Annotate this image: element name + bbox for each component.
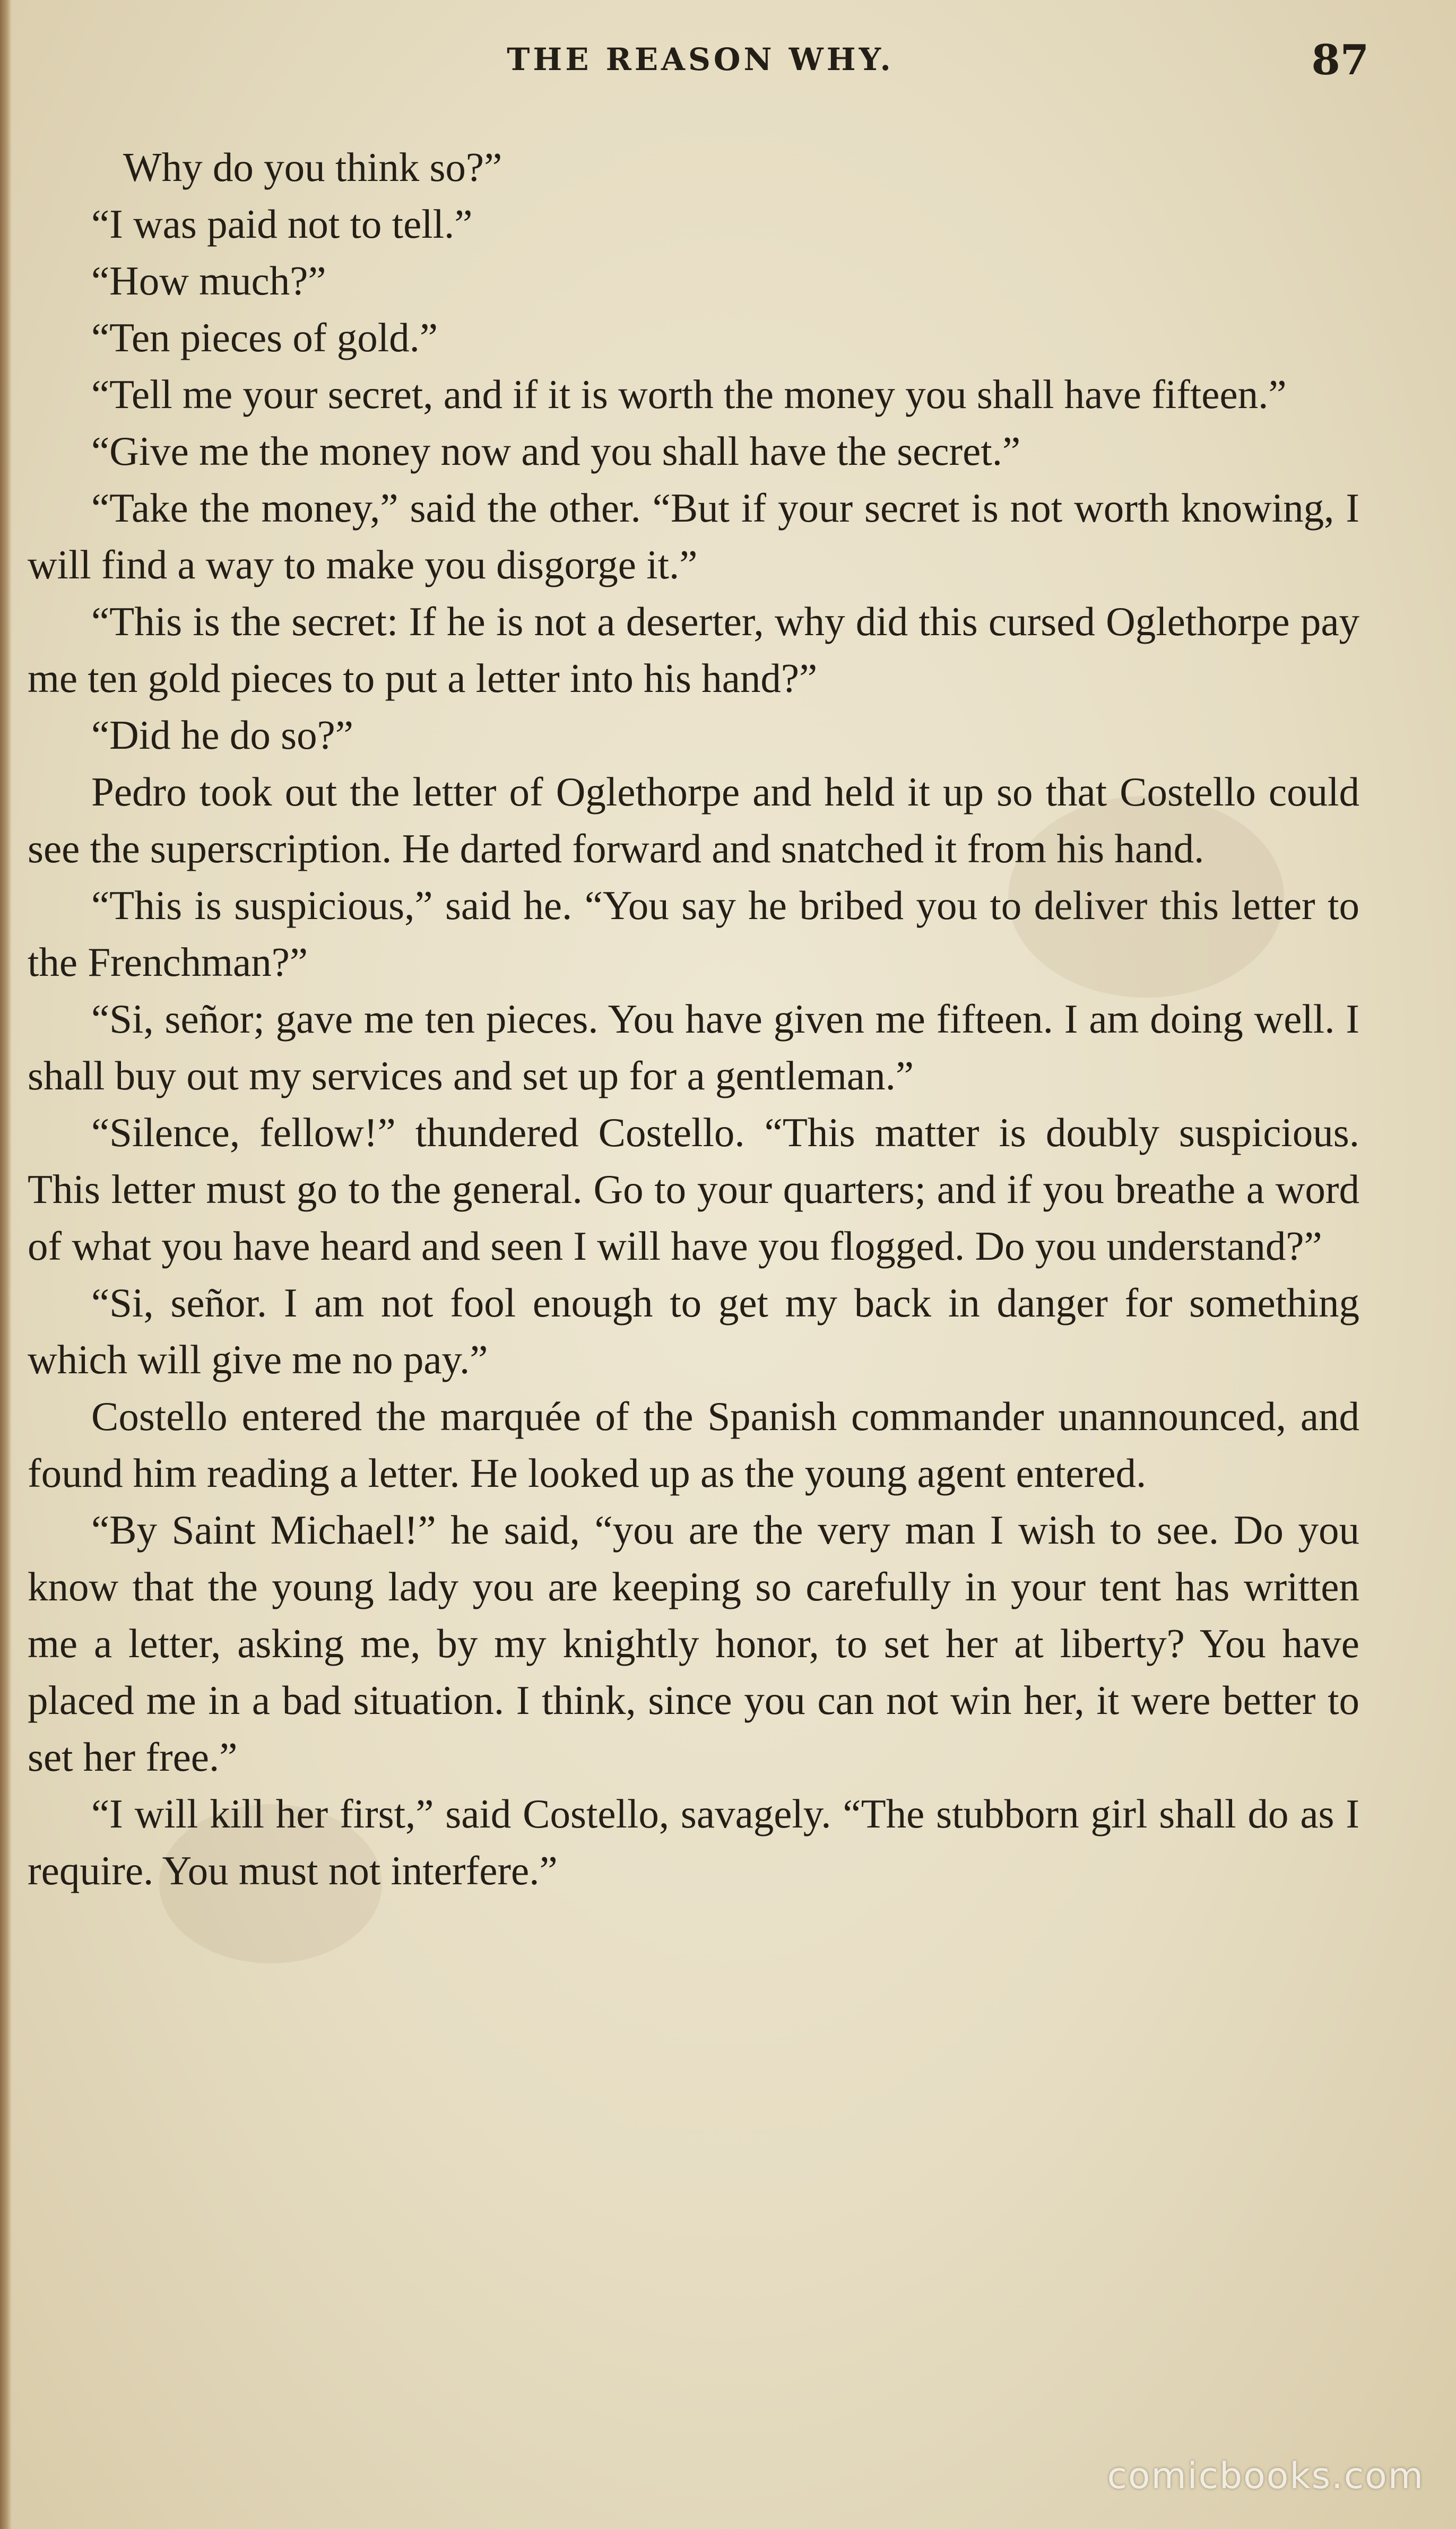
paragraph: “How much?” — [91, 258, 326, 304]
paragraph: “Si, señor. I am not fool enough to get my back in danger for something which will give me no pay.” — [28, 1280, 1359, 1382]
paragraph: “This is suspicious,” said he. “You say he bribed you to deliver this letter to the Frenchman?” — [28, 882, 1359, 985]
paragraph: “Silence, fellow!” thundered Costello. “This matter is doubly suspicious. This letter must go to the general. Go to your quarters; and if you breathe a word of what you have heard and seen I will have you flogged. Do you understand?” — [28, 1110, 1359, 1269]
paragraph: “Ten pieces of gold.” — [91, 315, 438, 360]
paragraph: “Si, señor; gave me ten pieces. You have given me fifteen. I am doing well. I shall buy out my services and set up for a gentleman.” — [28, 996, 1359, 1098]
watermark: comicbooks.com — [1107, 2455, 1424, 2497]
paragraph: “This is the secret: If he is not a deserter, why did this cursed Oglethorpe pay me ten gold pieces to put a letter into his hand?” — [28, 599, 1359, 701]
paragraph: “I will kill her first,” said Costello, savagely. “The stubborn girl shall do as I require. You must not interfere.” — [28, 1791, 1359, 1893]
paragraph: “Did he do so?” — [91, 712, 353, 758]
paragraph: “Give me the money now and you shall have the secret.” — [91, 428, 1021, 474]
page-binding-edge — [0, 0, 12, 2529]
paragraph: “Tell me your secret, and if it is worth the money you shall have fifteen.” — [91, 371, 1287, 417]
body-text — [28, 139, 1359, 1899]
running-head: THE REASON WHY. — [507, 41, 894, 77]
paragraph: “I was paid not to tell.” — [91, 201, 473, 247]
paragraph: “By Saint Michael!” he said, “you are the very man I wish to see. Do you know that the young lady you are keeping so carefully in your tent has written me a letter, asking me, by my knightly honor, to set her at liberty? You have placed me in a bad situation. I think, since you can not win her, it were better to set her free.” — [28, 1507, 1359, 1780]
paragraph: Why do you think so?” — [123, 144, 502, 190]
paragraph: Pedro took out the letter of Oglethorpe and held it up so that Costello could see the superscription. He darted forward and snatched it from his hand. — [28, 769, 1359, 871]
paragraph: “Take the money,” said the other. “But if your secret is not worth knowing, I will find a way to make you disgorge it.” — [28, 485, 1359, 587]
paragraph: Costello entered the marquée of the Spanish commander unannounced, and found him reading a letter. He looked up as the young agent entered. — [28, 1393, 1359, 1496]
page-header — [32, 36, 1369, 105]
page-number: 87 — [1311, 36, 1369, 84]
